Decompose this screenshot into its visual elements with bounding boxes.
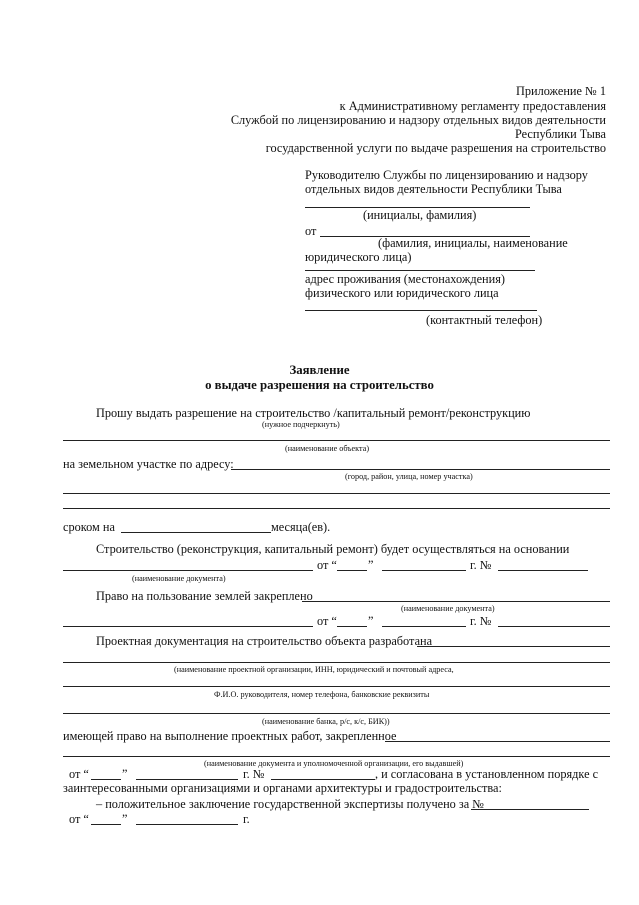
date-month-field[interactable] — [382, 626, 466, 627]
header-line: государственной услуги по выдаче разрешения на строительство — [265, 141, 606, 155]
header-line: к Административному регламенту предоставления — [339, 99, 606, 113]
land-address-label: на земельном участке по адресу: — [63, 457, 234, 471]
project-doc-text: Проектная документация на строительство объекта разработана — [96, 634, 433, 648]
land-right-doc-field[interactable] — [302, 601, 610, 602]
underline-hint: (нужное подчеркнуть) — [262, 420, 340, 429]
doc-caption: (наименование документа) — [132, 574, 226, 583]
expertise-number-field[interactable] — [471, 809, 589, 810]
bank-caption: (наименование банка, р/с, к/с, БИК)) — [262, 717, 390, 726]
initials-caption: (инициалы, фамилия) — [363, 208, 477, 222]
date-day-field[interactable] — [91, 824, 121, 825]
expertise-text: – положительное заключение государственной экспертизы получено за № — [96, 797, 485, 811]
basis-doc-field[interactable] — [63, 570, 313, 571]
address-field[interactable] — [305, 270, 535, 271]
quote-close: ” — [122, 812, 128, 826]
date-from: от “ — [317, 614, 337, 628]
document-subtitle: о выдаче разрешения на строительство — [205, 378, 434, 392]
doc-caption: (наименование документа) — [401, 604, 495, 613]
project-org-field-3[interactable] — [63, 686, 610, 687]
date-month-field[interactable] — [382, 570, 466, 571]
quote-close: ” — [368, 614, 374, 628]
land-address-field-2[interactable] — [63, 493, 610, 494]
project-org-field[interactable] — [417, 646, 610, 647]
land-right-text: Право на пользование землей закреплено — [96, 589, 313, 603]
doc-number-field[interactable] — [498, 626, 610, 627]
doc-number-field[interactable] — [271, 779, 375, 780]
object-caption: (наименование объекта) — [285, 444, 370, 453]
date-from: от “ — [69, 767, 89, 781]
year-number-label: г. № — [470, 558, 492, 572]
address-caption: (город, район, улица, номер участка) — [345, 472, 473, 481]
address-caption: адрес проживания (местонахождения) — [305, 272, 505, 286]
doc-number-field[interactable] — [498, 570, 588, 571]
issuer-field[interactable] — [63, 756, 610, 757]
agreed-text-2: заинтересованными организациями и органами архитектуры и градостроительства: — [63, 781, 502, 795]
appendix-number: Приложение № 1 — [515, 84, 606, 98]
header-line: Службой по лицензированию и надзору отдельных видов деятельности — [230, 113, 606, 127]
from-caption: (фамилия, инициалы, наименование — [378, 236, 568, 250]
quote-close: ” — [368, 558, 374, 572]
date-day-field[interactable] — [337, 570, 367, 571]
bank-field[interactable] — [63, 713, 610, 714]
addressee-line: отдельных видов деятельности Республики Тыва — [305, 182, 562, 196]
project-org-field-2[interactable] — [63, 662, 610, 663]
land-address-field-3[interactable] — [63, 508, 610, 509]
request-text: Прошу выдать разрешение на строительство /капитальный ремонт/реконструкцию — [96, 406, 531, 420]
from-caption: юридического лица) — [305, 250, 412, 264]
date-month-field[interactable] — [136, 779, 238, 780]
phone-field[interactable] — [305, 310, 537, 311]
term-field[interactable] — [121, 532, 271, 533]
date-day-field[interactable] — [337, 626, 367, 627]
from-label: от — [305, 224, 317, 238]
basis-text: Строительство (реконструкция, капитальный ремонт) будет осуществляться на основании — [96, 542, 570, 556]
year-number-label: г. № — [470, 614, 492, 628]
phone-caption: (контактный телефон) — [426, 313, 543, 327]
header-line: Республики Тыва — [514, 127, 606, 141]
head-caption: Ф.И.О. руководителя, номер телефона, банковские реквизиты — [214, 690, 430, 699]
term-label: сроком на — [63, 520, 115, 534]
date-month-field[interactable] — [136, 824, 238, 825]
quote-close: ” — [122, 767, 128, 781]
date-from: от “ — [69, 812, 89, 826]
addressee-line: Руководителю Службы по лицензированию и надзору — [305, 168, 588, 182]
land-right-doc-field-2[interactable] — [63, 626, 313, 627]
document-title: Заявление — [289, 363, 350, 377]
right-label: имеющей право на выполнение проектных работ, закрепленное — [63, 729, 397, 743]
date-day-field[interactable] — [91, 779, 121, 780]
object-name-field[interactable] — [63, 440, 610, 441]
issuer-caption: (наименование документа и уполномоченной организации, его выдавшей) — [204, 759, 464, 768]
year-label: г. — [243, 812, 250, 826]
address-caption: физического или юридического лица — [305, 286, 499, 300]
date-from: от “ — [317, 558, 337, 572]
agreed-text: , и согласована в установленном порядке с — [375, 767, 599, 781]
land-address-field[interactable] — [231, 469, 610, 470]
right-doc-field[interactable] — [385, 741, 610, 742]
term-suffix: месяца(ев). — [271, 520, 331, 534]
year-number-label: г. № — [243, 767, 265, 781]
org-caption: (наименование проектной организации, ИНН, юридический и почтовый адреса, — [174, 665, 454, 674]
